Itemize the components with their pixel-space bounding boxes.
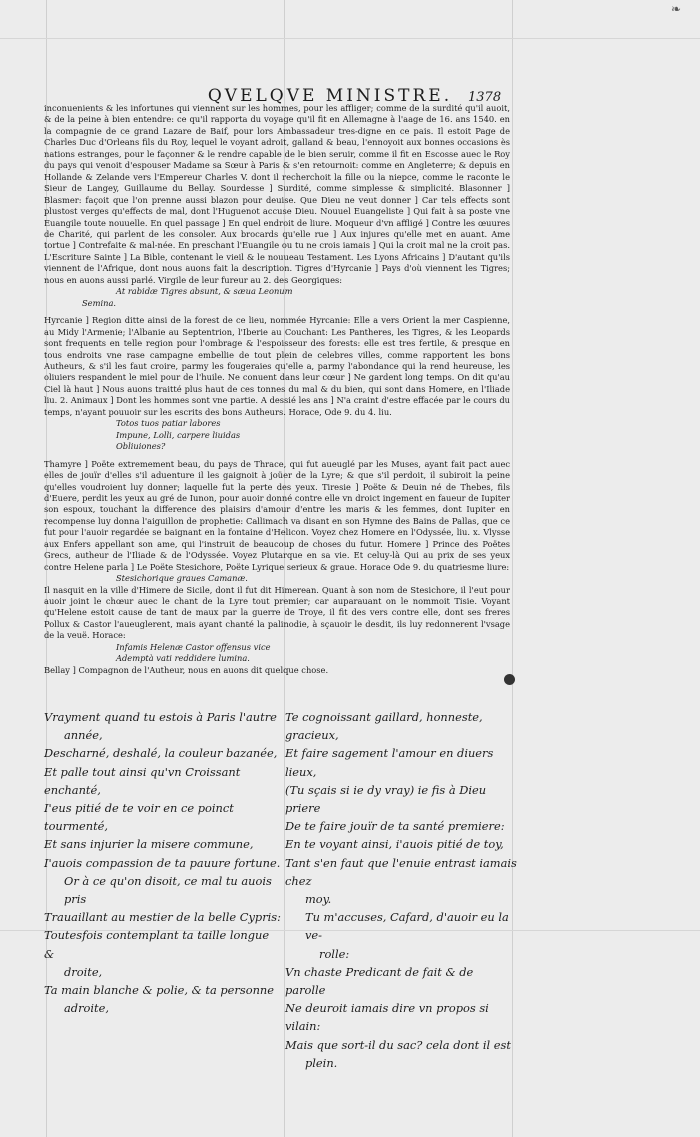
poem-line: De te faire jouïr de ta santé premiere: [285,819,505,834]
latin-quote-line: Ademptà vati reddidere lumina. [116,653,250,664]
poem-line: Tant s'en faut que l'enuie entrast iamais chez [285,855,517,888]
poem-line: année, [64,728,103,743]
poem-line: Toutesfois contemplant ta taille longue & [44,928,270,961]
ink-blot [504,674,515,685]
poem-line: Tu m'accuses, Cafard, d'auoir eu la ve- [305,910,509,943]
commentary-paragraph: Il nasquit en la ville d'Himere de Sicile, dont il fut dit Himerean. Quant à son nom de Stesichore, il l'eut pour auoir joint le chœur auec le chant de la Lyre tout premier; car auparauant on le nommoit Tisie. Voyant qu'Helene estoit cause de tant de maux par la guerre de Troye, il fit des vers contre elle, dont ses freres Pollux & Castor l'aueuglerent, mais ayant chanté la palinodie, à sçauoir le desdit, ils luy redonnerent l'vsage de la veuë. Horace: [44,584,510,641]
latin-quote-line: Obliuiones? [116,441,166,452]
poem-line: Vrayment quand tu estois à Paris l'autre [44,710,277,724]
commentary-block [44,103,510,676]
latin-quote-line: Totos tuos patiar labores [116,418,221,429]
poem-line: Te cognoissant gaillard, honneste, gracieux, [285,710,483,743]
latin-quote-line: Impune, Lolli, carpere liuidas [116,429,241,440]
commentary-paragraph: Bellay ] Compagnon de l'Autheur, nous en auons dit quelque chose. [44,664,329,675]
commentary-paragraph: inconuenients & les infortunes qui viennent sur les hommes, pour les affliger; comme de la surdité qu'il auoit, & de la peine à bien entendre: ce qu'il rapporta du voyage qu'il fit en Allemagne à l'aage de 16. ans 1540. en la compagnie de ce grand Lazare de Baif, pour lors Ambassadeur tres-digne en ce pais. Il estoit Page de Charles Duc d'Orleans fils du Roy, lequel le voyant adroit, galland & beau, l'ennoyoit aux bonnes occasions ès nations estranges, pour le façonner & le rendre capable de le bien seruir, comme il fit en Escosse auec le Roy du pays qui venoit d'espouser Madame sa Sœur à Paris & s'en retournoit: comme en Angleterre; & depuis en Hollande & Zelande vers l'Empereur Charles V. dont il recherchoit la fille ou la niepce, comme le raconte le Sieur de Langey, Guillaume du Bellay. Sourdesse ] Surdité, comme simplesse & simplicité. Blasonner ] Blasmer: façoit que l'on prenne aussi blazon pour deuise. Que Dieu ne veut donner ] Car tels effects sont plustost verges qu'effects de mal, dont l'Huguenot accuse Dieu. Nouuel Euangeliste ] Qui fait à sa poste vne Euangile toute nouuelle. En quel passage ] En quel endroit de liure. Moqueur d'vn affligé ] Contre les œuures de Charité, qui parlent de les consoler. Aux brocards qu'elle rue ] Aux injures qu'elle met en auant. Ame tortue ] Contrefaite & mal-née. En preschant l'Euangile ou tu ne crois iamais ] Qui la croit mal ne la croit pas. L'Escriture Sainte ] La Bible, contenant le vieil & le nouueau Testament. Les Lyons Africains ] D'autant qu'ils viennent de l'Afrique, dont nous auons fait la description. Tigres d'Hyrcanie ] Pays d'où viennent les Tigres; nous en auons aussi parlé. Virgile de leur fureur au 2. des Georgiques: [44,103,510,285]
poem-column-left [44,708,282,1017]
poem-column-right [285,708,517,1072]
poem-line: Trauaillant au mestier de la belle Cypris: [44,910,281,925]
poem-line: (Tu sçais si ie dy vray) ie fis à Dieu priere [285,782,487,816]
latin-quote-line: Infamis Helenæ Castor offensus vice [116,641,271,652]
poem-line: Ta main blanche & polie, & ta personne [44,983,274,998]
poem-line: I'eus pitié de te voir en ce poinct tourmenté, [44,801,234,834]
poem-line: Et faire sagement l'amour en diuers lieux, [285,746,494,779]
poem-line: I'auois compassion de ta pauure fortune. [44,855,281,870]
poem-line: moy. [305,892,332,907]
poem-line: Vn chaste Predicant de fait & de parolle [285,964,474,998]
poem-line: adroite, [64,1001,109,1016]
poem-line: Mais que sort-il du sac? cela dont il est [285,1037,511,1052]
latin-quote-line: Semina. [82,297,117,308]
poem-line: Or à ce qu'on disoit, ce mal tu auois pris [64,873,272,907]
page-title: QVELQVE MINISTRE. [207,86,453,106]
corner-mark: ❧ [671,2,682,16]
poem-line: Et palle tout ainsi qu'vn Croissant enchanté, [44,764,241,797]
page-number: 1378 [468,90,502,105]
commentary-paragraph: Hyrcanie ] Region ditte ainsi de la forest de ce lieu, nommée Hyrcanie: Elle a vers Orient la mer Caspienne, au Midy l'Armenie; l'Albanie au Septentrion, l'Iberie au Couchant: Les Pantheres, les Tigres, & les Leopards sont frequents en telle region pour l'ombrage & l'espoisseur des forests: elle est tres fertile, & presque en tous endroits vne rase campagne embellie de tout plein de celebres villes, comme rapportent les bons Autheurs, & s'il les faut croire, parmy les fougeraies qu'elle a, parmy l'abondance qui la rend heureuse, les oliuiers respandent le miel pour de l'huile. Ne conuent dans leur cœur ] Ne gardent long temps. On dit qu'au Ciel là haut ] Nous auons traitté plus haut de ces tonnes du mal & du bien, qui sont dans Homere, en l'Iliade liu. 2. Animaux ] Dont les hommes sont vne partie. A dessié les ans ] N'a craint d'estre effacée par le cours du temps, n'ayant pouuoir sur les escrits des bons Autheurs. Horace, Ode 9. du 4. liu. [44,315,510,417]
poem-line: Ne deuroit iamais dire vn propos si vilain: [285,1001,489,1034]
poem-line: droite, [64,964,103,979]
scan-grid-line [0,38,700,39]
poem-line: rolle: [319,946,350,961]
poem-line: plein. [305,1055,338,1070]
latin-quote-line: At rabidæ Tigres absunt, & sæua Leonum [116,286,293,297]
poem-line: Descharné, deshalé, la couleur bazanée, [44,746,278,761]
latin-quote-line: Stesichorique graues Camanæ. [116,573,248,584]
poem-line: En te voyant ainsi, i'auois pitié de toy, [285,837,504,852]
poem-line: Et sans injurier la misere commune, [44,837,254,852]
commentary-paragraph: Thamyre ] Poëte extremement beau, du pays de Thrace, qui fut aueuglé par les Muses, ayant fait pact auec elles de jouïr d'elles s'il aduenture il les gaignoit à joüer de la Lyre; & que s'il perdoit, il subiroit la peine qu'elles voudroient luy donner; laquelle fut la perte des yeux. Tiresie ] Poëte & Deuin né de Thebes, fils d'Euere, perdit les yeux au gré de Iunon, pour auoir donné contre elle vn droict ingement en faueur de Iupiter son espoux, touchant la difference des plaisirs d'amour d'entre les maris & les femmes, dont Iupiter en recompense luy donna l'aiguillon de prophetie: Callimach va disant en son Hymne des Bains de Pallas, que ce fut pour l'auoir regardée se baignant en la fontaine d'Helicon. Voyez chez Homere en l'Odyssée, liu. x. Vlysse aux Enfers appellant son ame, qui l'instruit de beaucoup de choses du futur. Homere ] Prince des Poëtes Grecs, autheur de l'Iliade & de l'Odyssée. Voyez Plutarque en sa vie. Et celuy-là Qui au prix de ses yeux contre Helene parla ] Le Poëte Stesichore, Poëte Lyrique serieux & graue. Horace Ode 9. du quatriesme liure: [44,458,510,572]
